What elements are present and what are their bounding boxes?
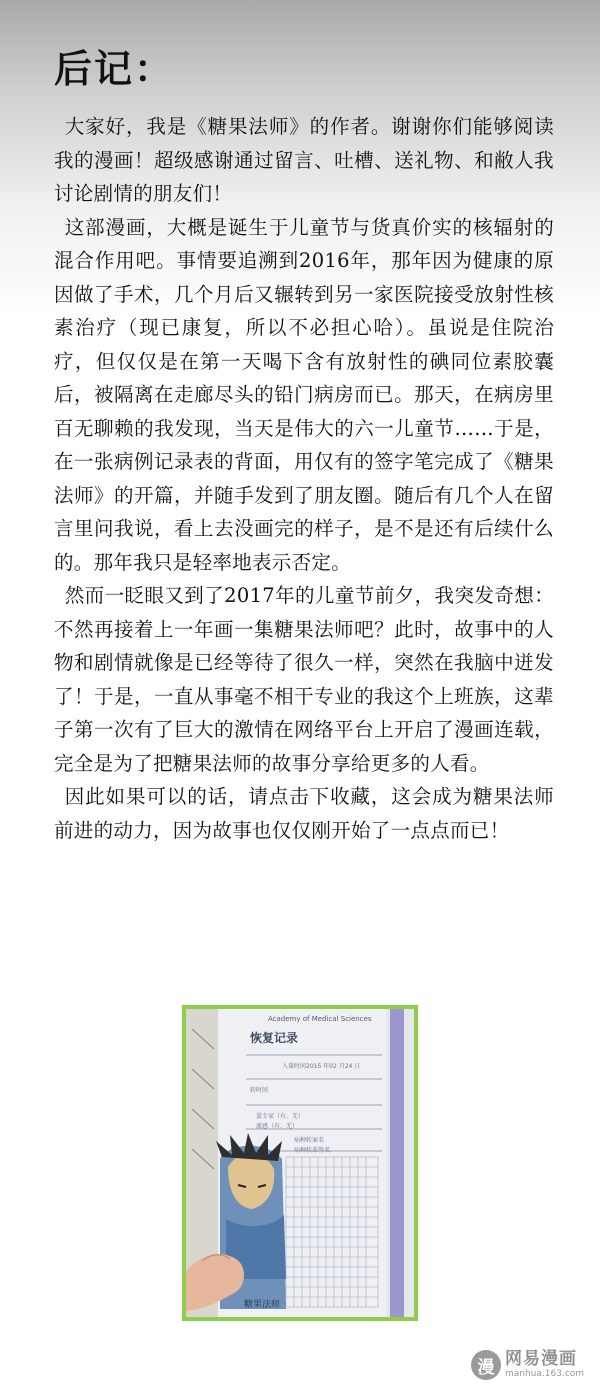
afterword-title: 后记： [54, 47, 175, 91]
sheet-header-fragment: Academy of Medical Sciences [268, 1015, 372, 1023]
record-sheet-photo [182, 1005, 418, 1321]
sheet-form-line: 病种转案名 [294, 1137, 325, 1144]
afterword-body [54, 110, 554, 847]
sheet-form-line: 转时间 [250, 1087, 269, 1094]
sheet-form-title: 恢复记录 [250, 1031, 299, 1045]
afterword-paragraph: 大家好，我是《糖果法师》的作者。谢谢你们能够阅读我的漫画！超级感谢通过留言、吐槽、送礼物、和敝人我讨论剧情的朋友们！ [54, 115, 554, 205]
afterword-paragraph: 这部漫画，大概是诞生于儿童节与货真价实的核辐射的混合作用吧。事情要追溯到2016年，那年因为健康的原因做了手术，几个月后又辗转到另一家医院接受放射性核素治疗（现已康复，所以不必担心哈）。虽说是住院治疗，但仅仅是在第一天喝下含有放射性的碘同位素胶囊后，被隔离在走廊尽头的铅门病房而已。那天，在病房里百无聊赖的我发现，当天是伟大的六一儿童节……于是，在一张病例记录表的背面，用仅有的签字笔完成了《糖果法师》的开篇，并随手发到了朋友圈。随后有几个人在留言里问我说，看上去没画完的样子，是不是还有后续什么的。那年我只是轻率地表示否定。 [54, 215, 554, 574]
sheet-signature: 糖果法师 [244, 1300, 281, 1310]
watermark-brand: 网易漫画 [504, 1349, 577, 1369]
sheet-form-line: 病种转来签名 [294, 1147, 331, 1154]
watermark-url: manhua.163.com [504, 1369, 584, 1379]
sheet-form-line: 流感（有、无） [256, 1123, 299, 1130]
record-sheet-illustration [186, 1009, 414, 1317]
afterword-paragraph: 然而一眨眼又到了2017年的儿童节前夕，我突发奇想：不然再接着上一年画一集糖果法师吧？此时，故事中的人物和剧情就像是已经等待了很久一样，突然在我脑中迸发了！于是，一直从事毫不相干专业的我这个上班族，这辈子第一次有了巨大的激情在网络平台上开启了漫画连载，完全是为了把糖果法师的故事分享给更多的人看。 [54, 584, 554, 775]
sheet-form-line: 入量时间2015 年02 月24 日 [282, 1063, 361, 1070]
sheet-form-line: 蛋专家（有、无） [256, 1113, 305, 1120]
afterword-paragraph: 因此如果可以的话，请点击下收藏，这会成为糖果法师前进的动力，因为故事也仅仅刚开始了一点点而已！ [54, 785, 554, 842]
watermark-text [505, 1351, 584, 1379]
netease-manhua-watermark [471, 1350, 584, 1380]
manhua-logo-icon: 漫 [471, 1350, 501, 1380]
